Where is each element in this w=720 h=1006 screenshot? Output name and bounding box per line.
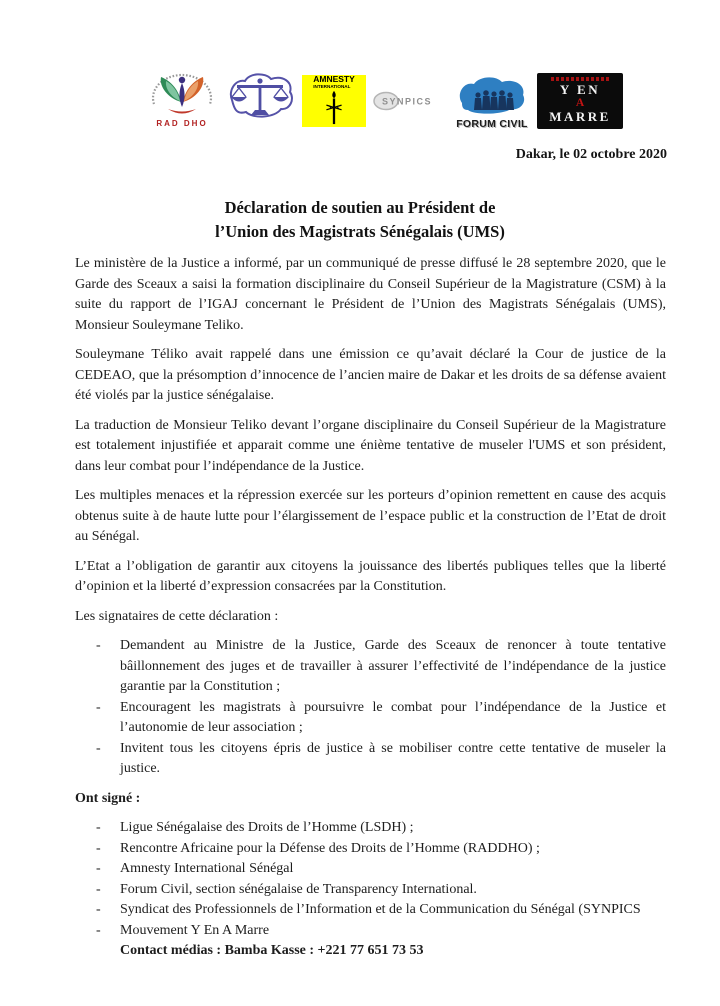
contact-line: Contact médias : Bamba Kasse : +221 77 651 73 53 (120, 943, 424, 958)
date-line: Dakar, le 02 octobre 2020 (515, 147, 667, 162)
scales-of-justice-icon (225, 70, 295, 132)
list-marker: - (96, 902, 101, 917)
list-item-text: Invitent tous les citoyens épris de justice à se mobiliser contre cette tentative de museler la justice. (120, 740, 666, 776)
ums-logo (225, 70, 295, 132)
document-title-line2: l’Union des Magistrats Sénégalais (UMS) (215, 222, 505, 241)
document-title (0, 196, 720, 244)
list-item (75, 698, 666, 739)
forum-civil-logo (454, 73, 530, 130)
list-item (75, 859, 666, 880)
synpics-logo (373, 90, 447, 112)
list-item (75, 880, 666, 901)
amnesty-candle-icon (325, 89, 343, 127)
yenamarre-line1: Y EN (559, 82, 601, 98)
yenamarre-line2: A (575, 97, 585, 110)
amnesty-logo-text (313, 75, 355, 89)
document-title-line1: Déclaration de soutien au Président de (224, 198, 496, 217)
list-item-text: Encouragent les magistrats à poursuivre le combat pour l’indépendance de la Justice et l’autonomie de leur association ; (120, 699, 666, 735)
synpics-logo-text: SYNPICS (382, 96, 433, 107)
amnesty-word: AMNESTY (313, 74, 355, 84)
paragraph: L’Etat a l’obligation de garantir aux citoyens la jouissance des libertés publiques telles que la liberté d’opinion et la liberté d’expression consacrées par la Constitution. (75, 558, 666, 594)
list-item (75, 818, 666, 839)
list-item (75, 839, 666, 860)
logo-row (146, 64, 623, 138)
list-item-text: Ligue Sénégalaise des Droits de l’Homme (LSDH) ; (120, 820, 414, 835)
list-marker: - (96, 840, 101, 856)
list-marker: - (96, 881, 101, 897)
amnesty-international-logo (302, 75, 366, 127)
yenamarre-logo (537, 73, 623, 129)
raddho-logo-text: RAD DHO (156, 119, 208, 128)
list-marker: - (96, 699, 101, 715)
yenamarre-line3: MARRE (549, 108, 611, 124)
paragraph: La traduction de Monsieur Teliko devant l’organe disciplinaire du Conseil Supérieur de la Magistrature est totalement injustifiée et apparait comme une énième tentative de museler l'UMS et son président, dans leur combat pour l’indépendance de la Justice. (75, 417, 666, 474)
list-marker: - (96, 861, 101, 876)
signed-heading: Ont signé : (75, 790, 141, 806)
raddho-logo (146, 68, 218, 134)
paragraph: Les multiples menaces et la répression exercée sur les porteurs d’opinion remettent en cause des acquis obtenus suite à de haute lutte pour l’élargissement de l’espace public et la construction de l’Etat de droit au Sénégal. (75, 488, 666, 544)
list-item-text: Syndicat des Professionnels de l’Information et de la Communication du Sénégal (SYNPICS (120, 902, 641, 917)
list-item-text: Mouvement Y En A Marre (120, 922, 270, 938)
list-item-text: Demandent au Ministre de la Justice, Garde des Sceaux de renoncer à toute tentative bâillonnement des juges et de travailler à assurer l’effectivité de l’indépendance de la justice garantie par la Constitution ; (120, 638, 666, 694)
international-word: INTERNATIONAL (313, 83, 351, 89)
list-item (75, 636, 666, 698)
paragraph: Le ministère de la Justice a informé, par un communiqué de presse diffusé le 28 septembre 2020, que le Garde des Sceaux a saisi la formation disciplinaire du Conseil Supérieur de la Magistrature (CSM) à la suite du rapport de l’IGAJ concernant le Président de l’Union des Magistrats Sénégalais (UMS), Monsieur Souleymane Teliko. (75, 256, 666, 333)
signatories-intro: Les signataires de cette déclaration : (75, 608, 279, 624)
signatories-list (75, 818, 666, 962)
synpics-oval-icon (373, 90, 447, 112)
list-item-text: Rencontre Africaine pour la Défense des Droits de l’Homme (RADDHO) ; (120, 840, 540, 856)
forum-civil-logo-text: FORUM CIVIL (456, 117, 528, 130)
list-item (75, 739, 666, 780)
list-marker: - (96, 638, 101, 653)
list-item (75, 921, 666, 942)
list-marker: - (96, 820, 101, 835)
list-marker: - (96, 740, 101, 756)
document-body (75, 254, 666, 971)
demands-list (75, 636, 666, 780)
list-item-text: Forum Civil, section sénégalaise de Transparency International. (120, 881, 477, 897)
raddho-bird-emblem-icon (146, 68, 218, 134)
list-item-text: Amnesty International Sénégal (120, 861, 294, 876)
list-marker: - (96, 922, 101, 938)
yenamarre-red-strip (551, 77, 609, 81)
list-item (75, 900, 666, 921)
paragraph: Souleymane Téliko avait rappelé dans une émission ce qu’avait déclaré la Cour de justice de la CEDEAO, que la présomption d’innocence de l’ancien maire de Dakar et les droits de sa défense avaient été violés par la justice sénégalaise. (75, 347, 666, 403)
forum-civil-map-people-icon (454, 73, 530, 117)
